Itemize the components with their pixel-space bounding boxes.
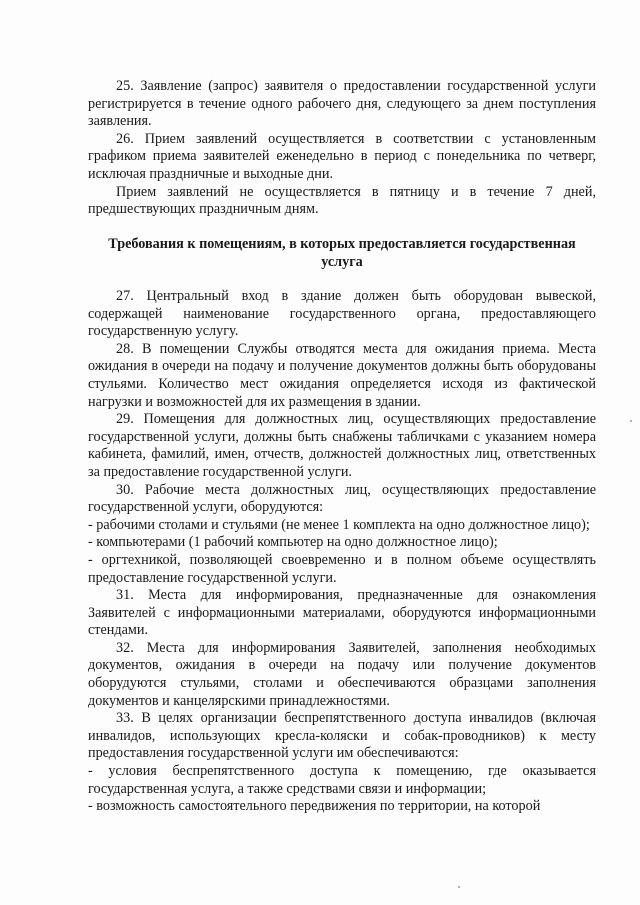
paragraph-29: 29. Помещения для должностных лиц, осуществляющих предоставление государственной услуги, должны быть снабжены табличками с указанием номера кабинета, фамилий, имен, отчеств, должностей должностных лиц, ответственных за предоставление государственной услуги. [88, 411, 596, 480]
paragraph-32: 32. Места для информирования Заявителей, заполнения необходимых документов, ожидания в очереди на подачу или получение документов оборудуются стульями, столами и обеспечиваются образцами заполнения документов и канцелярскими принадлежностями. [88, 639, 596, 709]
scan-speck [630, 420, 632, 422]
paragraph-33: 33. В целях организации беспрепятственного доступа инвалидов (включая инвалидов, использующих кресла-коляски и собак-проводников) к месту предоставления государственной услуги им обеспечиваются: [88, 710, 596, 762]
scan-speck [458, 886, 460, 888]
paragraph-31: 31. Места для информирования, предназначенные для ознакомления Заявителей с информационными материалами, оборудуются информационными стендами. [88, 587, 596, 639]
paragraph-30: 30. Рабочие места должностных лиц, осуществляющих предоставление государственной услуги, оборудуются: [88, 481, 596, 516]
list-item-desks: - рабочими столами и стульями (не менее 1 комплекта на одно должностное лицо); [88, 516, 590, 533]
paragraph-no-reception: Прием заявлений не осуществляется в пятницу и в течение 7 дней, предшествующих праздничным дням. [88, 183, 596, 218]
list-item-access-conditions: - условия беспрепятственного доступа к помещению, где оказывается государственная услуга, а также средствами связи и информации; [88, 763, 596, 797]
paragraph-27: 27. Центральный вход в здание должен быть оборудован вывеской, содержащей наименование государственного органа, предоставляющего государственную услугу. [88, 288, 596, 340]
top-section [88, 78, 596, 219]
paragraph-28: 28. В помещении Службы отводятся места для ожидания приема. Места ожидания в очереди на подачу и получение документов должны быть оборудованы стульями. Количество мест ожидания определяется исходя из фактической нагрузки и возможностей для их размещения в здании. [88, 340, 596, 410]
list-item-computers: - компьютерами (1 рабочий компьютер на одно должностное лицо); [88, 534, 498, 551]
paragraph-25: 25. Заявление (запрос) заявителя о предоставлении государственной услуги регистрируется в течение одного рабочего дня, следующего за днем поступления заявления. [88, 78, 596, 130]
main-section [88, 288, 596, 816]
list-item-movement: - возможность самостоятельного передвижения по территории, на которой [88, 798, 541, 815]
section-heading: Требования к помещениям, в которых предоставляется государственная услуга [108, 236, 576, 270]
paragraph-26: 26. Прием заявлений осуществляется в соответствии с установленным графиком приема заявителей еженедельно в период с понедельника по четверг, исключая праздничные и выходные дни. [88, 130, 596, 182]
list-item-office-equipment: - оргтехникой, позволяющей своевременно и в полном объеме осуществлять предоставление государственной услуги. [88, 551, 596, 586]
